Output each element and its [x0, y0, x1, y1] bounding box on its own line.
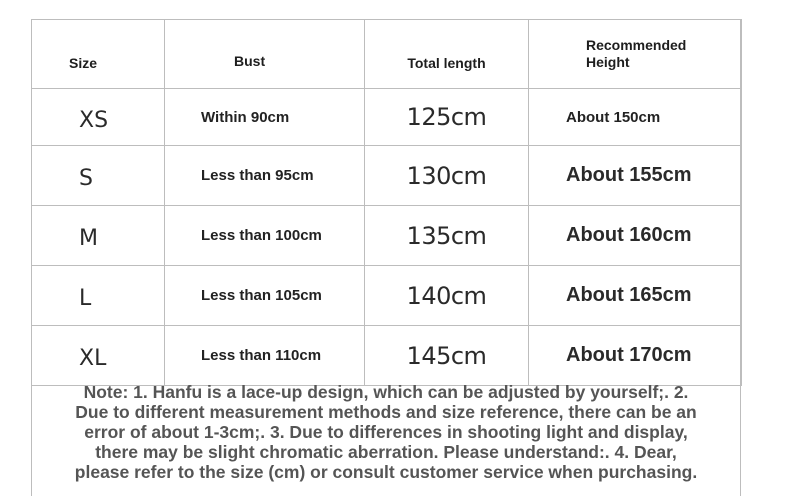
header-size: Size — [32, 20, 165, 89]
table-row — [32, 266, 742, 326]
table-row — [32, 206, 742, 266]
length-cell: 140cm — [365, 266, 529, 326]
bust-cell: Less than 105cm — [165, 266, 365, 326]
table-row — [32, 326, 742, 386]
table-row — [32, 146, 742, 206]
header-recommended-height — [529, 20, 742, 89]
size-cell: S — [32, 146, 165, 206]
header-recommended-line1: Recommended — [586, 37, 687, 53]
bust-cell: Less than 110cm — [165, 326, 365, 386]
table-header-row — [32, 20, 742, 89]
note-line: error of about 1-3cm;. 3. Due to differences in shooting light and display, — [84, 422, 688, 442]
length-cell: 125cm — [365, 89, 529, 146]
bust-cell: Less than 95cm — [165, 146, 365, 206]
note-line: Note: 1. Hanfu is a lace-up design, which can be adjusted by yourself;. 2. — [83, 382, 689, 402]
height-cell: About 150cm — [529, 89, 742, 146]
bust-cell: Within 90cm — [165, 89, 365, 146]
note-line: Due to different measurement methods and size reference, there can be an — [75, 402, 697, 422]
length-cell: 135cm — [365, 206, 529, 266]
height-cell: About 165cm — [529, 266, 742, 326]
bust-cell: Less than 100cm — [165, 206, 365, 266]
header-total-length: Total length — [365, 20, 529, 89]
header-bust: Bust — [165, 20, 365, 89]
size-cell: L — [32, 266, 165, 326]
size-chart-table — [31, 19, 742, 386]
header-recommended-line2: Height — [586, 54, 630, 70]
height-cell: About 155cm — [529, 146, 742, 206]
size-cell: M — [32, 206, 165, 266]
table-row — [32, 89, 742, 146]
height-cell: About 160cm — [529, 206, 742, 266]
length-cell: 145cm — [365, 326, 529, 386]
note-line: there may be slight chromatic aberration. Please understand:. 4. Dear, — [95, 442, 677, 462]
size-cell: XS — [32, 89, 165, 146]
note-line: please refer to the size (cm) or consult customer service when purchasing. — [74, 462, 698, 482]
length-cell: 130cm — [365, 146, 529, 206]
size-note — [31, 382, 741, 482]
size-cell: XL — [32, 326, 165, 386]
height-cell: About 170cm — [529, 326, 742, 386]
